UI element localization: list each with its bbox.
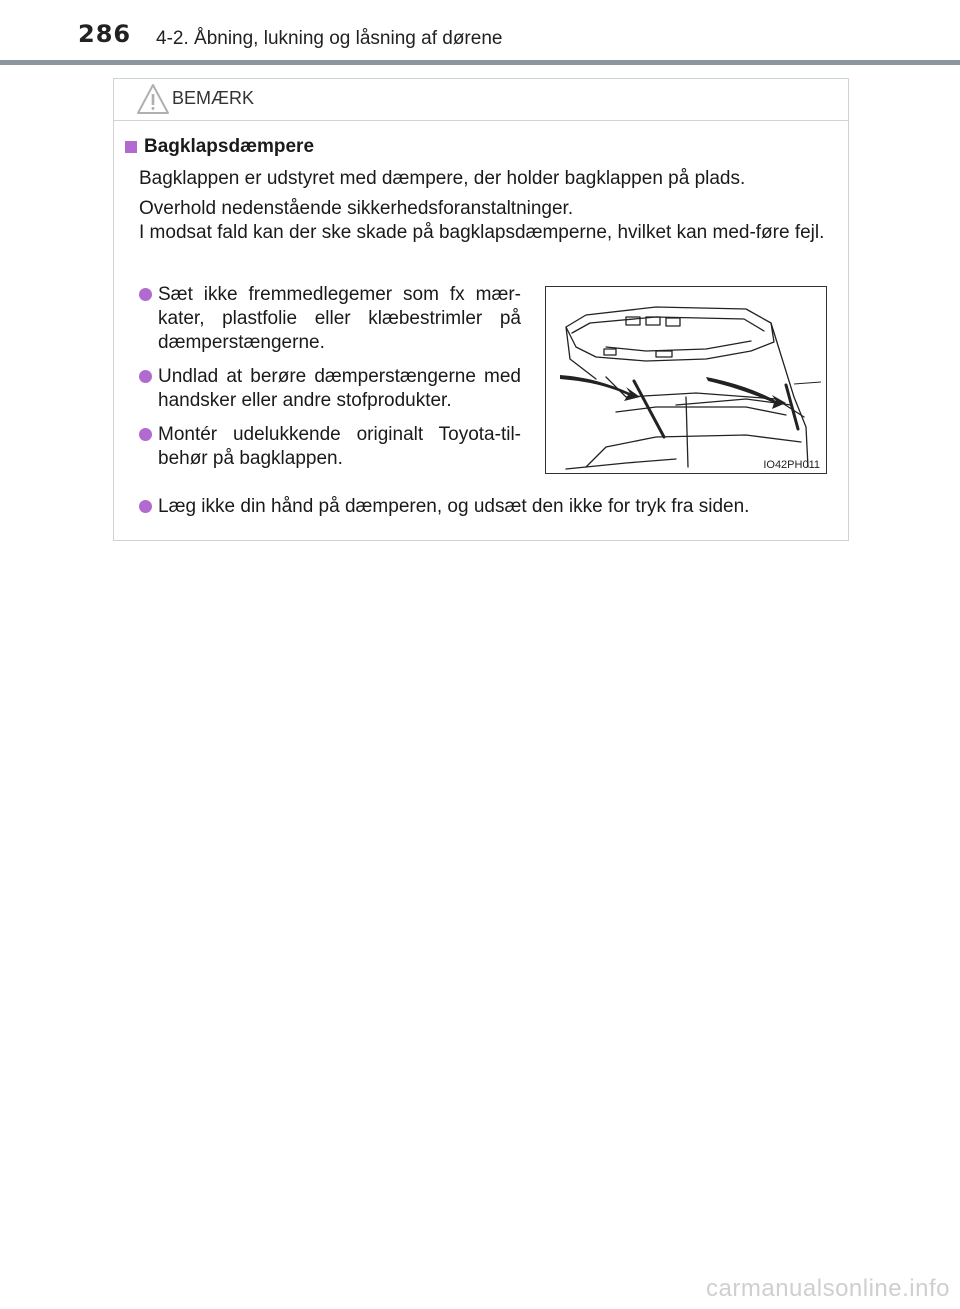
bullet-dot-icon	[139, 370, 152, 383]
subheading	[125, 136, 314, 158]
bullet-text: Sæt ikke fremmedlegemer som fx mær-kater, plastfolie eller klæbestrimler på dæmperstængerne.	[158, 284, 521, 353]
bullet-text: Læg ikke din hånd på dæmperen, og udsæt den ikke for tryk fra siden.	[158, 496, 750, 517]
list-item	[139, 283, 521, 355]
paragraph-instruction: Overhold nedenstående sikkerhedsforanstaltninger.	[139, 198, 574, 219]
paragraph-consequence: I modsat fald kan der ske skade på bagklapsdæmperne, hvilket kan med-føre fejl.	[139, 222, 825, 243]
bullet-dot-icon	[139, 500, 152, 513]
section-title: 4-2. Åbning, lukning og låsning af dørene	[156, 28, 503, 49]
list-item-last	[139, 495, 858, 519]
caution-header	[114, 79, 848, 121]
watermark: carmanualsonline.info	[706, 1275, 950, 1302]
tailgate-drawing	[546, 287, 826, 473]
paragraph-intro: Bagklappen er udstyret med dæmpere, der holder bagklappen på plads.	[139, 168, 746, 189]
bullet-text: Undlad at berøre dæmperstængerne med handsker eller andre stofprodukter.	[158, 366, 521, 411]
list-item	[139, 423, 521, 471]
page-number: 286	[78, 20, 132, 48]
list-item	[139, 365, 521, 413]
bullet-text: Montér udelukkende originalt Toyota-til-behør på bagklappen.	[158, 424, 521, 469]
bullet-dot-icon	[139, 288, 152, 301]
caution-label: BEMÆRK	[172, 88, 255, 108]
bullet-dot-icon	[139, 428, 152, 441]
caution-box	[113, 78, 849, 541]
tailgate-damper-illustration	[545, 286, 827, 474]
header-rule	[0, 60, 960, 65]
subheading-text: Bagklapsdæmpere	[144, 136, 315, 157]
illustration-code: IO42PH011	[763, 459, 820, 471]
warning-triangle-icon	[136, 83, 170, 115]
bullet-list	[139, 283, 521, 481]
square-bullet-icon	[125, 141, 137, 153]
